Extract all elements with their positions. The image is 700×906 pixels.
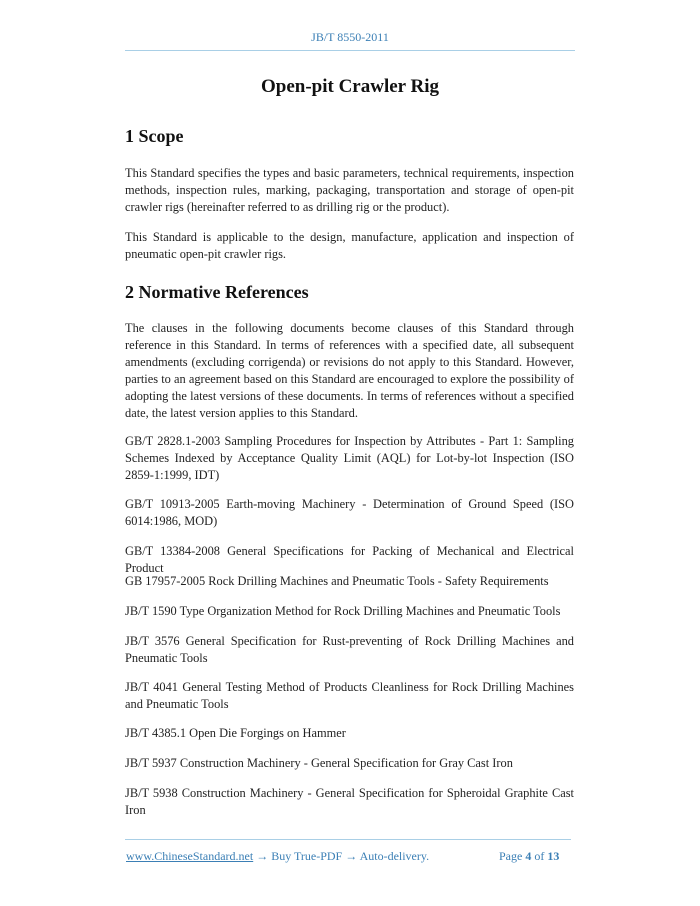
header-rule	[125, 50, 575, 51]
page-indicator	[499, 849, 559, 864]
reference-item: GB/T 2828.1-2003 Sampling Procedures for Inspection by Attributes - Part 1: Sampling Schemes Indexed by Acceptance Quality Limit (AQL) for Lot-by-lot Inspection (ISO 2859-1:1999, IDT)	[125, 434, 574, 482]
section-heading-normative-references: 2 Normative References	[125, 282, 309, 302]
page-total: 13	[547, 849, 560, 863]
document-title: Open-pit Crawler Rig	[260, 76, 440, 97]
footer-promo	[126, 849, 429, 864]
scope-paragraph-1: This Standard specifies the types and basic parameters, technical requirements, inspection methods, inspection rules, marking, packaging, transportation and storage of open-pit crawler rigs (hereinafter referred to as drilling rig or the product).	[125, 166, 574, 214]
reference-item: JB/T 3576 General Specification for Rust-preventing of Rock Drilling Machines and Pneumatic Tools	[125, 634, 574, 665]
footer-rule	[125, 839, 571, 840]
footer-tagline: → Buy True-PDF → Auto-delivery.	[253, 849, 430, 863]
chinesestandard-link[interactable]: www.ChineseStandard.net	[126, 849, 254, 863]
normative-intro-paragraph: The clauses in the following documents become clauses of this Standard through reference in this Standard. In terms of references with a specified date, all subsequent amendments (excluding corrigenda) or revisions do not apply to this Standard. However, parties to an agreement based on this Standard are encouraged to explore the possibility of adopting the latest versions of these documents. In terms of references without a specified date, the latest version applies to this Standard.	[125, 321, 574, 420]
scope-paragraph-2: This Standard is applicable to the design, manufacture, application and inspection of pneumatic open-pit crawler rigs.	[125, 230, 574, 261]
reference-item: JB/T 1590 Type Organization Method for Rock Drilling Machines and Pneumatic Tools	[125, 604, 561, 618]
header-doc-id: JB/T 8550-2011	[311, 30, 389, 44]
reference-item: GB 17957-2005 Rock Drilling Machines and Pneumatic Tools - Safety Requirements	[125, 574, 549, 588]
reference-item: JB/T 4385.1 Open Die Forgings on Hammer	[125, 726, 346, 740]
reference-item: JB/T 5938 Construction Machinery - General Specification for Spheroidal Graphite Cast Iron	[125, 786, 574, 817]
page-label: Page	[499, 849, 523, 863]
page-current: 4	[525, 849, 532, 863]
reference-item: JB/T 5937 Construction Machinery - General Specification for Gray Cast Iron	[125, 756, 513, 770]
reference-item: GB/T 10913-2005 Earth-moving Machinery - Determination of Ground Speed (ISO 6014:1986, MOD)	[125, 497, 574, 528]
section-heading-scope: 1 Scope	[125, 126, 184, 146]
page-of-label: of	[534, 849, 545, 863]
reference-item: GB/T 13384-2008 General Specifications for Packing of Mechanical and Electrical Product	[125, 544, 574, 575]
reference-item: JB/T 4041 General Testing Method of Products Cleanliness for Rock Drilling Machines and Pneumatic Tools	[125, 680, 574, 711]
